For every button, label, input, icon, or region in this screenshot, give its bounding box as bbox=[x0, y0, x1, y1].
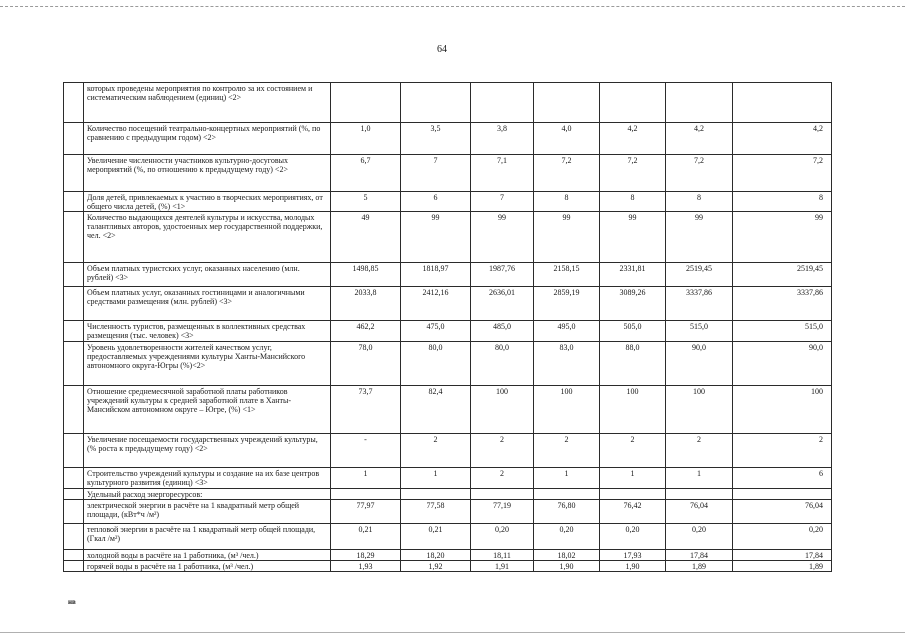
value-cell: 7,2 bbox=[666, 155, 733, 192]
indicator-label: Увеличение численности участников культурно-досуговых мероприятий (%, по отношению к предыдущему году) <2> bbox=[84, 155, 331, 192]
value-cell: - bbox=[331, 434, 401, 468]
value-cell: 99 bbox=[666, 212, 733, 263]
value-cell: 1 bbox=[331, 468, 401, 489]
table-row bbox=[64, 550, 832, 561]
indicator-label: Количество посещений театрально-концертных мероприятий (%, по сравнению с предыдущим годом) <2> bbox=[84, 123, 331, 155]
value-cell: 2519,45 bbox=[733, 263, 832, 287]
value-cell: 76,04 bbox=[666, 500, 733, 524]
value-cell: 3089,26 bbox=[600, 287, 666, 321]
value-cell bbox=[331, 489, 401, 500]
value-cell: 3,5 bbox=[401, 123, 471, 155]
value-cell: 99 bbox=[733, 212, 832, 263]
indicator-label: Уровень удовлетворенности жителей качеством услуг, предоставляемых учреждениями культуры Ханты-Мансийского автономного округа-Югры (%)<2> bbox=[84, 342, 331, 386]
value-cell: 6,7 bbox=[331, 155, 401, 192]
value-cell: 1,91 bbox=[471, 561, 534, 572]
value-cell: 99 bbox=[534, 212, 600, 263]
value-cell: 76,42 bbox=[600, 500, 666, 524]
indicator-label: Строительство учреждений культуры и создание на их базе центров культурного развития (единиц) <3> bbox=[84, 468, 331, 489]
value-cell: 3337,86 bbox=[666, 287, 733, 321]
indicator-label: Объем платных туристских услуг, оказанных населению (млн. рублей) <3> bbox=[84, 263, 331, 287]
value-cell: 18,20 bbox=[401, 550, 471, 561]
value-cell: 462,2 bbox=[331, 321, 401, 342]
value-cell: 2 bbox=[600, 434, 666, 468]
value-cell: 1,90 bbox=[534, 561, 600, 572]
value-cell: 0,20 bbox=[666, 524, 733, 550]
value-cell bbox=[666, 83, 733, 123]
value-cell: 90,0 bbox=[733, 342, 832, 386]
value-cell: 77,19 bbox=[471, 500, 534, 524]
table-row bbox=[64, 321, 832, 342]
value-cell: 495,0 bbox=[534, 321, 600, 342]
table-row bbox=[64, 263, 832, 287]
indicator-label: Доля детей, привлекаемых к участию в творческих мероприятиях, от общего числа детей, (%) <1> bbox=[84, 192, 331, 212]
value-cell bbox=[471, 83, 534, 123]
value-cell: 90,0 bbox=[666, 342, 733, 386]
row-number-cell bbox=[64, 192, 84, 212]
indicator-label: Количество выдающихся деятелей культуры и искусства, молодых талантливых авторов, удостоенных мер государственной поддержки, чел. <2> bbox=[84, 212, 331, 263]
value-cell: 8 bbox=[534, 192, 600, 212]
value-cell: 99 bbox=[471, 212, 534, 263]
value-cell: 2636,01 bbox=[471, 287, 534, 321]
value-cell: 49 bbox=[331, 212, 401, 263]
table-row bbox=[64, 386, 832, 434]
table-row bbox=[64, 489, 832, 500]
row-number-cell bbox=[64, 212, 84, 263]
indicators-table bbox=[63, 82, 832, 572]
value-cell: 0,20 bbox=[733, 524, 832, 550]
value-cell bbox=[401, 489, 471, 500]
value-cell: 6 bbox=[733, 468, 832, 489]
row-number-cell bbox=[64, 500, 84, 524]
value-cell bbox=[534, 489, 600, 500]
value-cell: 73,7 bbox=[331, 386, 401, 434]
value-cell: 8 bbox=[666, 192, 733, 212]
value-cell bbox=[401, 83, 471, 123]
value-cell: 4,2 bbox=[666, 123, 733, 155]
value-cell: 475,0 bbox=[401, 321, 471, 342]
indicator-label: которых проведены мероприятия по контролю за их состоянием и систематическим наблюдением (единиц) <2> bbox=[84, 83, 331, 123]
value-cell: 515,0 bbox=[666, 321, 733, 342]
value-cell: 515,0 bbox=[733, 321, 832, 342]
value-cell: 1987,76 bbox=[471, 263, 534, 287]
value-cell: 7 bbox=[401, 155, 471, 192]
value-cell: 1,92 bbox=[401, 561, 471, 572]
row-number-cell bbox=[64, 386, 84, 434]
value-cell: 7,2 bbox=[733, 155, 832, 192]
page-number: 64 bbox=[437, 44, 447, 55]
value-cell: 88,0 bbox=[600, 342, 666, 386]
value-cell: 1,90 bbox=[600, 561, 666, 572]
value-cell: 0,21 bbox=[401, 524, 471, 550]
value-cell: 2 bbox=[471, 434, 534, 468]
value-cell: 82,4 bbox=[401, 386, 471, 434]
value-cell: 100 bbox=[534, 386, 600, 434]
value-cell: 8 bbox=[600, 192, 666, 212]
value-cell: 77,97 bbox=[331, 500, 401, 524]
value-cell: 3,8 bbox=[471, 123, 534, 155]
value-cell: 2859,19 bbox=[534, 287, 600, 321]
value-cell: 8 bbox=[733, 192, 832, 212]
value-cell bbox=[733, 83, 832, 123]
row-number-cell bbox=[64, 287, 84, 321]
indicator-label: электрической энергии в расчёте на 1 квадратный метр общей площади, (кВт*ч /м²) bbox=[84, 500, 331, 524]
value-cell: 1 bbox=[401, 468, 471, 489]
row-number-cell bbox=[64, 263, 84, 287]
row-number-cell bbox=[64, 550, 84, 561]
row-number-cell bbox=[64, 468, 84, 489]
value-cell: 4,2 bbox=[733, 123, 832, 155]
value-cell: 2 bbox=[401, 434, 471, 468]
value-cell: 1498,85 bbox=[331, 263, 401, 287]
value-cell: 17,84 bbox=[733, 550, 832, 561]
row-number-cell bbox=[64, 561, 84, 572]
row-number-cell bbox=[64, 434, 84, 468]
table-row bbox=[64, 83, 832, 123]
value-cell: 7 bbox=[471, 192, 534, 212]
indicator-label: тепловой энергии в расчёте на 1 квадратный метр общей площади, (Гкал /м²) bbox=[84, 524, 331, 550]
value-cell: 6 bbox=[401, 192, 471, 212]
indicator-label: Численность туристов, размещенных в коллективных средствах размещения (тыс. человек) <3> bbox=[84, 321, 331, 342]
value-cell: 1,89 bbox=[733, 561, 832, 572]
value-cell: 80,0 bbox=[401, 342, 471, 386]
value-cell: 1 bbox=[600, 468, 666, 489]
table-row bbox=[64, 192, 832, 212]
row-number-cell bbox=[64, 83, 84, 123]
indicator-label: Отношение среднемесячной заработной платы работников учреждений культуры к средней заработной плате в Ханты-Мансийском автономном округе – Югре, (%) <1> bbox=[84, 386, 331, 434]
table-row bbox=[64, 500, 832, 524]
value-cell: 3337,86 bbox=[733, 287, 832, 321]
value-cell bbox=[331, 83, 401, 123]
value-cell: 2331,81 bbox=[600, 263, 666, 287]
value-cell bbox=[471, 489, 534, 500]
value-cell: 17,93 bbox=[600, 550, 666, 561]
value-cell: 7,2 bbox=[534, 155, 600, 192]
table-row bbox=[64, 468, 832, 489]
value-cell: 5 bbox=[331, 192, 401, 212]
table-row bbox=[64, 434, 832, 468]
table-row bbox=[64, 287, 832, 321]
value-cell: 1,89 bbox=[666, 561, 733, 572]
value-cell: 18,11 bbox=[471, 550, 534, 561]
indicator-label: горячей воды в расчёте на 1 работника, (м³ /чел.) bbox=[84, 561, 331, 572]
value-cell bbox=[666, 489, 733, 500]
value-cell: 1,93 bbox=[331, 561, 401, 572]
value-cell: 100 bbox=[600, 386, 666, 434]
value-cell: 2 bbox=[471, 468, 534, 489]
row-number-cell bbox=[64, 489, 84, 500]
value-cell: 7,2 bbox=[600, 155, 666, 192]
indicator-label: Объем платных услуг, оказанных гостиницами и аналогичными средствами размещения (млн. рублей) <3> bbox=[84, 287, 331, 321]
indicator-label: холодной воды в расчёте на 1 работника, (м³ /чел.) bbox=[84, 550, 331, 561]
value-cell: 100 bbox=[733, 386, 832, 434]
value-cell: 2519,45 bbox=[666, 263, 733, 287]
value-cell: 1,0 bbox=[331, 123, 401, 155]
value-cell: 1 bbox=[534, 468, 600, 489]
table-row bbox=[64, 524, 832, 550]
value-cell: 0,21 bbox=[331, 524, 401, 550]
footer-mark: нв bbox=[68, 598, 76, 606]
value-cell: 4,0 bbox=[534, 123, 600, 155]
table-row bbox=[64, 212, 832, 263]
value-cell: 485,0 bbox=[471, 321, 534, 342]
table-row bbox=[64, 123, 832, 155]
value-cell: 78,0 bbox=[331, 342, 401, 386]
value-cell: 2 bbox=[666, 434, 733, 468]
value-cell: 99 bbox=[401, 212, 471, 263]
row-number-cell bbox=[64, 155, 84, 192]
indicator-label: Увеличение посещаемости государственных учреждений культуры, (% роста к предыдущему году) <2> bbox=[84, 434, 331, 468]
value-cell: 0,20 bbox=[600, 524, 666, 550]
indicator-label: Удельный расход энергоресурсов: bbox=[84, 489, 331, 500]
value-cell: 2 bbox=[733, 434, 832, 468]
value-cell: 77,58 bbox=[401, 500, 471, 524]
value-cell: 76,80 bbox=[534, 500, 600, 524]
value-cell: 100 bbox=[666, 386, 733, 434]
value-cell: 17,84 bbox=[666, 550, 733, 561]
value-cell: 7,1 bbox=[471, 155, 534, 192]
value-cell: 0,20 bbox=[534, 524, 600, 550]
table-row bbox=[64, 561, 832, 572]
row-number-cell bbox=[64, 342, 84, 386]
row-number-cell bbox=[64, 123, 84, 155]
table-row bbox=[64, 155, 832, 192]
value-cell bbox=[600, 489, 666, 500]
value-cell: 1 bbox=[666, 468, 733, 489]
value-cell bbox=[534, 83, 600, 123]
value-cell: 18,29 bbox=[331, 550, 401, 561]
value-cell: 2 bbox=[534, 434, 600, 468]
value-cell: 2158,15 bbox=[534, 263, 600, 287]
value-cell: 18,02 bbox=[534, 550, 600, 561]
scan-edge-top bbox=[0, 0, 905, 7]
value-cell: 0,20 bbox=[471, 524, 534, 550]
value-cell: 83,0 bbox=[534, 342, 600, 386]
value-cell: 4,2 bbox=[600, 123, 666, 155]
row-number-cell bbox=[64, 321, 84, 342]
value-cell: 505,0 bbox=[600, 321, 666, 342]
row-number-cell bbox=[64, 524, 84, 550]
value-cell: 100 bbox=[471, 386, 534, 434]
value-cell: 80,0 bbox=[471, 342, 534, 386]
value-cell bbox=[600, 83, 666, 123]
value-cell: 2033,8 bbox=[331, 287, 401, 321]
value-cell: 2412,16 bbox=[401, 287, 471, 321]
value-cell: 99 bbox=[600, 212, 666, 263]
table-row bbox=[64, 342, 832, 386]
value-cell: 1818,97 bbox=[401, 263, 471, 287]
value-cell: 76,04 bbox=[733, 500, 832, 524]
value-cell bbox=[733, 489, 832, 500]
